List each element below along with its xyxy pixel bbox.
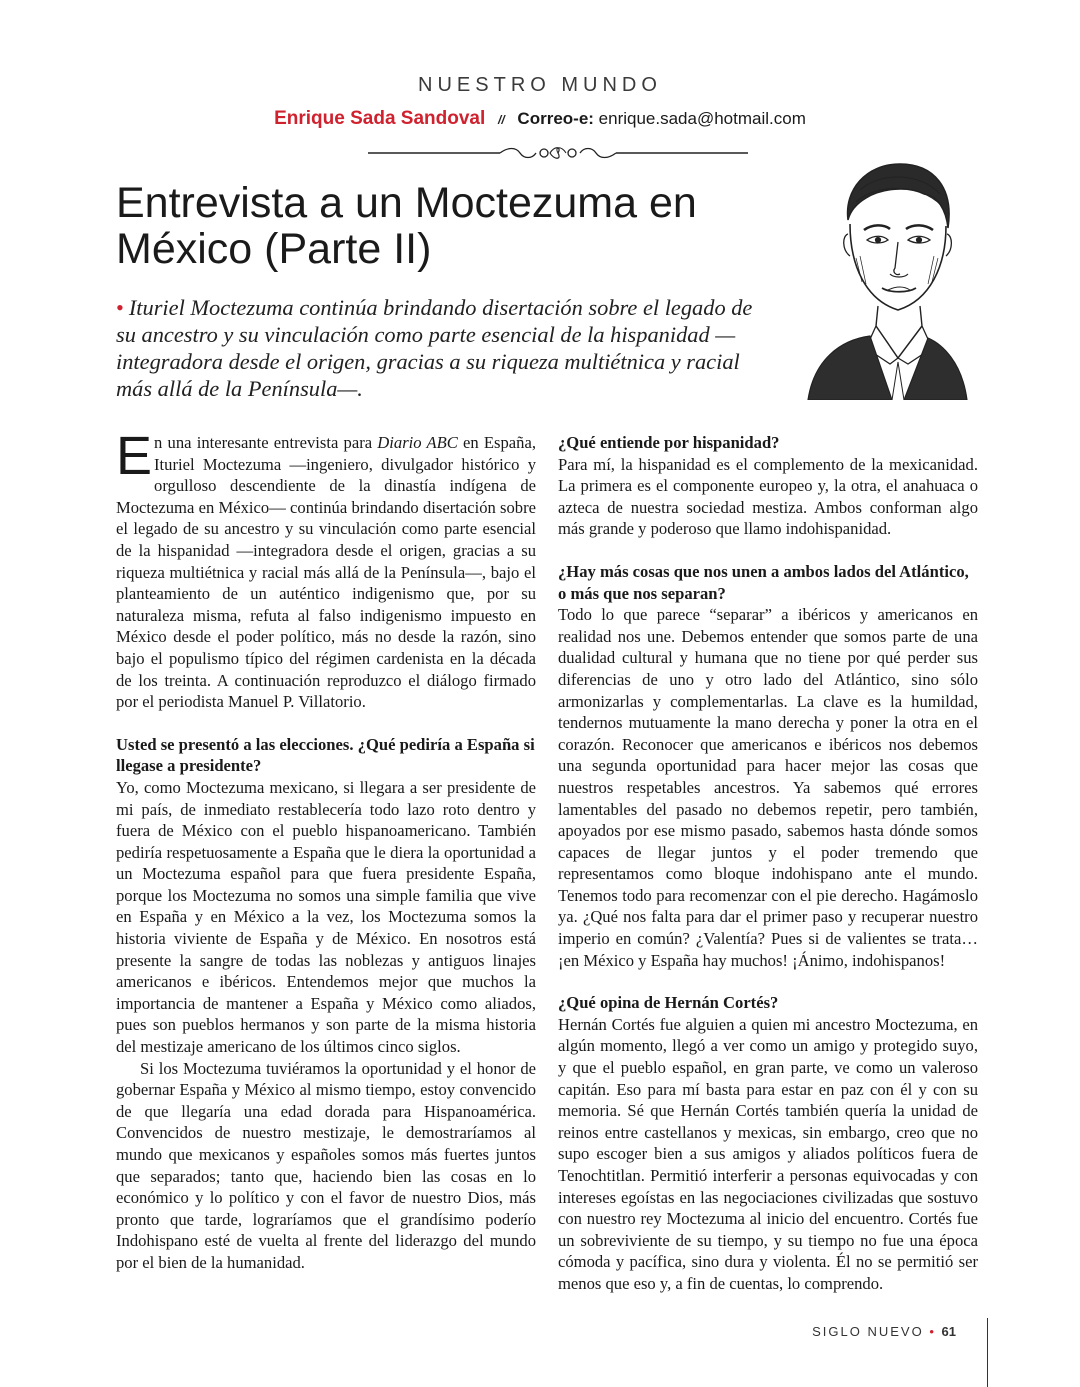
folio-bullet: • bbox=[929, 1324, 936, 1339]
interview-question: ¿Hay más cosas que nos unen a ambos lados del Atlántico, o más que nos separan? bbox=[558, 561, 969, 603]
email-label: Correo-e: bbox=[517, 109, 594, 128]
author-email[interactable]: enrique.sada@hotmail.com bbox=[598, 109, 806, 128]
interview-question: Usted se presentó a las elecciones. ¿Qué pediría a España si llegase a presidente? bbox=[116, 734, 535, 776]
deck bbox=[116, 294, 756, 402]
headline: Entrevista a un Moctezuma en México (Parte II) bbox=[116, 179, 697, 273]
flourish-ornament-icon bbox=[368, 143, 748, 163]
author-portrait-illustration bbox=[800, 150, 975, 400]
section-title: NUESTRO MUNDO bbox=[418, 74, 662, 96]
interview-question: ¿Qué opina de Hernán Cortés? bbox=[558, 993, 779, 1013]
magazine-name: SIGLO NUEVO bbox=[812, 1324, 924, 1339]
drop-cap: E bbox=[116, 426, 153, 486]
deck-bullet-icon: • bbox=[116, 295, 124, 320]
interview-answer: Yo, como Moctezuma mexicano, si llegara a ser presidente de mi país, de inmediato restablecería todo lazo roto dentro y fuera de México con el pueblo hispanoamericano. También pediría respetuosamente a España que le diera la oportunidad a un Moctezuma español para que fuera presidente España, porque los Moctezuma no somos una simple familia que vive en España y en México a la vez, los Moctezuma somos la historia viviente de España y de México. En nosotros está presente la sangre de todas las noblezas y antiguos linajes americanos e ibéricos. Entendemos mejor que muchos la importancia de mantener a España y México como aliados, pues son pueblos hermanos y son parte de la misma historia del mestizaje americano de los últimos cinco siglos. bbox=[116, 777, 536, 1057]
byline bbox=[0, 108, 1080, 130]
interview-answer: Hernán Cortés fue alguien a quien mi ancestro Moctezuma, en algún momento, llegó a ver como un amigo y protegido suyo, y que el pueblo español, en gran parte, ve como un valeroso capitán. Eso para mí basta para estar en paz con él y con su memoria. Sé que Hernán Cortés también quería la unidad de reinos entre castellanos y mexicas, sin embargo, creo que no supo escoger bien a sus amigos y aliados políticos fuera de Tenochtitlan. Permitió interferir a personas equivocadas y con intereses egoístas en las negociaciones civilizadas que sostuvo con nuestro rey Moctezuma al inicio del encuentro. Cortés fue un sobreviviente de su tiempo, y su tiempo no fue una época cómoda y pacífica, sino dura y violenta. Él no se permitió ser menos que eso y, a fin de cuentas, lo comprendo. bbox=[558, 1014, 978, 1293]
interview-answer-continued: Si los Moctezuma tuviéramos la oportunidad y el honor de gobernar España y México al mismo tiempo, estoy convencido de que llegaría una edad dorada para Hispanoamérica. Convencidos de nuestro mestizaje, le demostraríamos al mundo que mexicanos y españoles somos más fuertes juntos que separados; tanto que, haciendo bien las cosas en lo económico y lo político y con el favor de nuestro Dios, más pronto que tarde, lograríamos que el grandísimo poderío Indohispano esté de vuelta al frente del liderazgo del mundo por el bien de la humanidad. bbox=[116, 1058, 536, 1272]
interview-answer: Todo lo que parece “separar” a ibéricos y americanos en realidad nos une. Debemos entender que somos parte de una dualidad cultural y humana que no tiene por qué perder sus diferencias de uno y otro lado del Atlántico, sino sólo armonizarlas y complementarlas. La clave es la humildad, tendernos mutuamente la mano derecha y poner la otra en el corazón. Reconocer que americanos e ibéricos nos debemos una segunda oportunidad para hacer mejor las cosas que nuestros respetables ancestros. Ya sabemos qué errores lamentables del pasado no debemos repetir, pero también, apoyados por ese mismo pasado, sabemos hasta dónde somos capaces de llegar juntos y el poder tremendo que representamos como bloque indohispano ante el mundo. Tenemos todo para recomenzar con el pie derecho. Hagámoslo ya. ¿Qué nos falta para dar el primer paso y recuperar nuestro imperio en común? ¿Valentía? Pues si de valientes se trata… ¡en México y España hay muchos! ¡Ánimo, indohispanos! bbox=[558, 605, 978, 970]
interview-answer: Para mí, la hispanidad es el complemento de la mexicanidad. La primera es el componente europeo y, la otra, el anahuaca o azteca de nuestra sociedad mestiza. Ambos conforman algo más grande y poderoso que llamo indohispanidad. bbox=[558, 454, 978, 539]
intro-paragraph: En una interesante entrevista para Diario ABC en España, Ituriel Moctezuma —ingeniero, divulgador histórico y orgulloso descendiente de la dinastía indígena de Moctezuma en México— continúa brindando disertación sobre el legado de su ancestro y su vinculación como parte esencial de la hispanidad —integradora desde el origen, gracias a su riqueza multiétnica y racial más allá de la Península—, bajo el planteamiento de un auténtico indigenismo que, por su naturaleza misma, refuta al falso indigenismo impuesto en México desde el poder político, más no desde la razón, sino bajo el populismo típico del régimen cardenista en la década de los treinta. A continuación reproduzco el diálogo firmado por el periodista Manuel P. Villatorio. bbox=[116, 426, 536, 712]
page-number: 61 bbox=[941, 1324, 956, 1339]
page-folio bbox=[812, 1324, 956, 1339]
deck-text: Ituriel Moctezuma continúa brindando disertación sobre el legado de su ancestro y su vinculación como parte esencial de la hispanidad —integradora desde el origen, gracias a su riqueza multiétnica y racial más allá de la Península—. bbox=[116, 295, 753, 401]
interview-question: ¿Qué entiende por hispanidad? bbox=[558, 433, 780, 452]
body-column-right bbox=[558, 432, 978, 1295]
author-name: Enrique Sada Sandoval bbox=[274, 108, 486, 129]
folio-rule bbox=[987, 1318, 988, 1387]
body-column-left bbox=[116, 426, 536, 1274]
byline-separator: // bbox=[498, 113, 505, 127]
publication-name: Diario ABC bbox=[377, 433, 458, 452]
